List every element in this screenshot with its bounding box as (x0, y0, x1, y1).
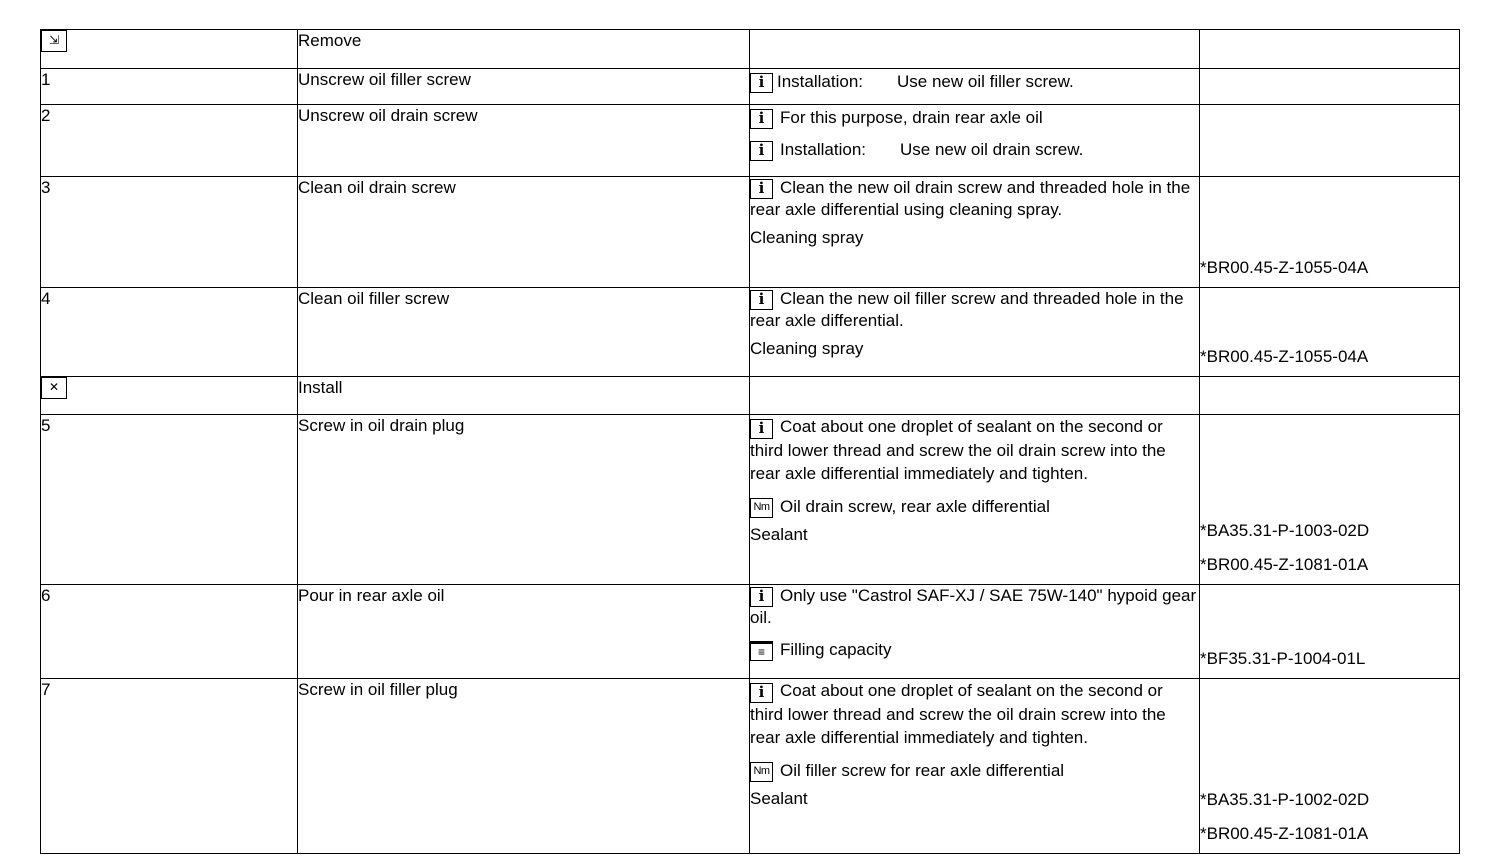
step-note: i Coat about one droplet of sealant on the second or third lower thread and screw the oil drain screw into the rear axle differential immediately and tighten. (750, 681, 1166, 747)
step-number: 6 (41, 585, 298, 679)
phase-label-remove: Remove (298, 30, 750, 69)
info-icon: i (750, 179, 773, 199)
material-label: Cleaning spray (750, 228, 864, 247)
info-icon: i (750, 141, 773, 161)
torque-spec: Nm Oil drain screw, rear axle differential (750, 494, 1199, 518)
filling-capacity-icon: ≡ (750, 641, 773, 661)
installation-note: i Installation: Use new oil drain screw. (750, 137, 1199, 161)
phase-row-remove (41, 30, 1460, 69)
step-note: i Clean the new oil filler screw and threaded hole in the rear axle differential. (750, 289, 1184, 330)
sealant-reference: *BR00.45-Z-1081-01A (1200, 555, 1369, 574)
info-icon: i (750, 419, 773, 439)
remove-phase-icon: ⇲ (41, 30, 67, 52)
info-icon: i (750, 109, 773, 129)
step-action: Pour in rear axle oil (298, 585, 750, 679)
step-note: i Clean the new oil drain screw and threaded hole in the rear axle differential using cleaning spray. (750, 178, 1191, 219)
filling-capacity: ≡ Filling capacity (750, 637, 1199, 661)
torque-reference: *BA35.31-P-1002-02D (1200, 790, 1370, 809)
info-icon: i (750, 587, 773, 607)
step-number: 2 (41, 105, 298, 177)
torque-spec: Nm Oil filler screw for rear axle differential (750, 758, 1199, 782)
info-icon: i (750, 683, 773, 703)
phase-row-install (41, 377, 1460, 415)
step-number: 3 (41, 177, 298, 288)
step-number: 5 (41, 415, 298, 585)
step-action: Screw in oil drain plug (298, 415, 750, 585)
table-row (41, 105, 1460, 177)
sealant-reference: *BR00.45-Z-1081-01A (1200, 824, 1369, 843)
table-row (41, 288, 1460, 377)
reference-code: *BR00.45-Z-1055-04A (1200, 347, 1369, 366)
procedure-table (40, 29, 1460, 854)
drain-note: i For this purpose, drain rear axle oil (750, 105, 1199, 129)
step-action: Unscrew oil drain screw (298, 105, 750, 177)
step-number: 4 (41, 288, 298, 377)
install-phase-icon: ✕ (41, 377, 67, 399)
reference-code: *BR00.45-Z-1055-04A (1200, 258, 1369, 277)
step-action: Screw in oil filler plug (298, 679, 750, 854)
step-number: 1 (41, 69, 298, 105)
table-row (41, 585, 1460, 679)
material-label: Cleaning spray (750, 339, 864, 358)
step-note: i Only use "Castrol SAF-XJ / SAE 75W-140" hypoid gear oil. (750, 586, 1197, 627)
phase-label-install: Install (298, 377, 750, 415)
torque-icon: Nm (750, 762, 773, 782)
step-number: 7 (41, 679, 298, 854)
sealant-label: Sealant (750, 524, 808, 544)
info-icon: i (750, 73, 773, 93)
filling-reference: *BF35.31-P-1004-01L (1200, 649, 1366, 668)
table-row (41, 69, 1460, 105)
installation-note: i Installation: Use new oil filler screw. (750, 69, 1199, 93)
table-row (41, 177, 1460, 288)
step-action: Clean oil drain screw (298, 177, 750, 288)
step-action: Unscrew oil filler screw (298, 69, 750, 105)
torque-reference: *BA35.31-P-1003-02D (1200, 521, 1370, 540)
table-row (41, 679, 1460, 854)
step-action: Clean oil filler screw (298, 288, 750, 377)
table-row (41, 415, 1460, 585)
torque-icon: Nm (750, 498, 773, 518)
step-note: i Coat about one droplet of sealant on the second or third lower thread and screw the oil drain screw into the rear axle differential immediately and tighten. (750, 417, 1166, 483)
info-icon: i (750, 290, 773, 310)
sealant-label: Sealant (750, 788, 808, 808)
